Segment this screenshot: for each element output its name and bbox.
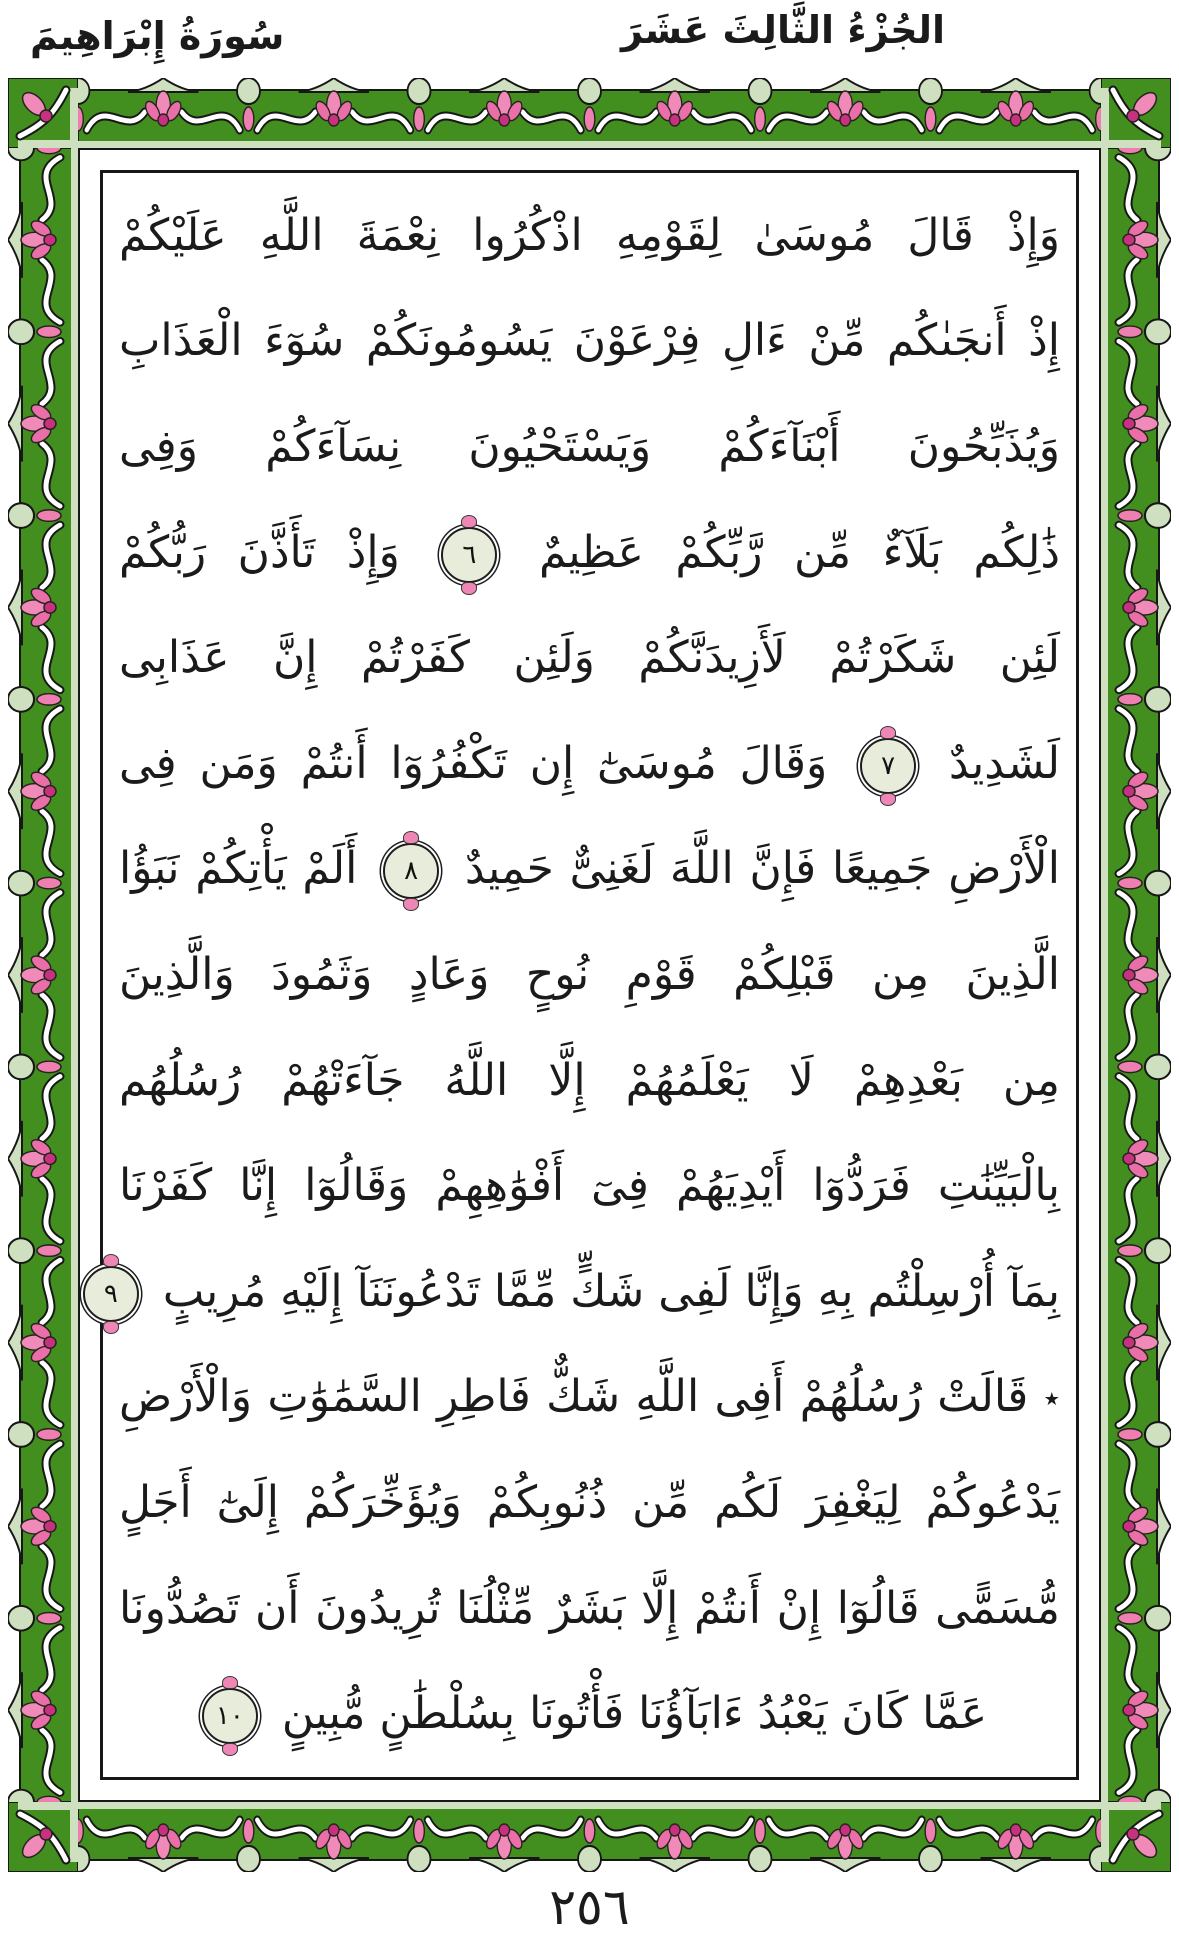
quran-line-5 <box>119 609 1060 707</box>
ornamental-border-bottom <box>78 1802 1101 1872</box>
quran-line-15 <box>119 1665 1060 1763</box>
quran-line-7 <box>119 820 1060 918</box>
verse-number: ٦ <box>462 539 477 570</box>
quran-line-9 <box>119 1032 1060 1130</box>
ayah-text: بِالْبَيِّنَٰتِ فَرَدُّوٓا أَيْدِيَهُمْ فِىٓ أَفْوَٰهِهِمْ وَقَالُوٓا إِنَّا كَفَرْنَا <box>119 1160 1060 1212</box>
quran-line-3 <box>119 398 1060 496</box>
verse-marker-7 <box>860 738 916 794</box>
rub-el-hizb-icon: ٭ <box>1043 1381 1060 1417</box>
quran-line-8 <box>119 926 1060 1024</box>
ayah-text: أَلَمْ يَأْتِكُمْ نَبَؤُا <box>119 843 358 895</box>
quran-line-12 <box>119 1348 1060 1446</box>
ayah-text: وَيُذَبِّحُونَ أَبْنَآءَكُمْ وَيَسْتَحْيُونَ نِسَآءَكُمْ وَفِى <box>119 420 1060 472</box>
ayah-text: الَّذِينَ مِن قَبْلِكُمْ قَوْمِ نُوحٍ وَعَادٍ وَثَمُودَ وَالَّذِينَ <box>119 948 1060 1000</box>
ayah-text: إِذْ أَنجَىٰكُم مِّنْ ءَالِ فِرْعَوْنَ يَسُومُونَكُمْ سُوٓءَ الْعَذَابِ <box>119 315 1060 367</box>
quran-line-13 <box>119 1454 1060 1552</box>
text-frame-outer <box>78 148 1101 1802</box>
border-corner-bottom-right <box>1101 1802 1171 1872</box>
border-corner-top-left <box>8 78 78 148</box>
ayah-text: وَإِذْ قَالَ مُوسَىٰ لِقَوْمِهِ اذْكُرُوا نِعْمَةَ اللَّهِ عَلَيْكُمْ <box>119 209 1060 261</box>
quran-line-14 <box>119 1560 1060 1658</box>
ayah-text: مُّسَمًّى قَالُوٓا إِنْ أَنتُمْ إِلَّا بَشَرٌ مِّثْلُنَا تُرِيدُونَ أَن تَصُدُّونَا <box>119 1582 1060 1634</box>
quran-line-10 <box>119 1137 1060 1235</box>
verse-marker-10 <box>202 1688 258 1744</box>
verse-marker-8 <box>383 843 439 899</box>
verse-marker-6 <box>441 527 497 583</box>
page-number: ٢٥٦ <box>549 1878 630 1936</box>
ornamental-border-top <box>78 78 1101 148</box>
verse-number: ٩ <box>103 1278 118 1309</box>
verse-number: ٧ <box>881 750 896 781</box>
quran-line-2 <box>119 292 1060 390</box>
ayah-text: وَقَالَ مُوسَىٰٓ إِن تَكْفُرُوٓا أَنتُمْ وَمَن فِى <box>119 737 828 789</box>
ayah-text: وَإِذْ تَأَذَّنَ رَبُّكُمْ <box>119 526 400 578</box>
ornamental-border-right <box>1101 148 1171 1802</box>
ayah-text: يَدْعُوكُمْ لِيَغْفِرَ لَكُم مِّن ذُنُوبِكُمْ وَيُؤَخِّرَكُمْ إِلَىٰٓ أَجَلٍ <box>119 1476 1060 1528</box>
verse-number: ١٠ <box>215 1701 244 1732</box>
border-corner-top-right <box>1101 78 1171 148</box>
ayah-text: بِمَآ أُرْسِلْتُم بِهِ وَإِنَّا لَفِى شَكٍّ مِّمَّا تَدْعُونَنَآ إِلَيْهِ مُرِيبٍ <box>162 1265 1060 1317</box>
ornamental-border-left <box>8 148 78 1802</box>
juz-header: الجُزْءُ الثَّالِثَ عَشَرَ <box>620 8 945 52</box>
quran-line-1 <box>119 187 1060 285</box>
ayah-text: الْأَرْضِ جَمِيعًا فَإِنَّ اللَّهَ لَغَنِىٌّ حَمِيدٌ <box>464 843 1060 895</box>
quran-line-4 <box>119 504 1060 602</box>
ayah-text: مِن بَعْدِهِمْ لَا يَعْلَمُهُمْ إِلَّا اللَّهُ جَآءَتْهُمْ رُسُلُهُم <box>119 1054 1060 1106</box>
ayah-text: قَالَتْ رُسُلُهُمْ أَفِى اللَّهِ شَكٌّ فَاطِرِ السَّمَٰوَٰتِ وَالْأَرْضِ <box>119 1371 1029 1423</box>
text-frame-inner <box>100 170 1079 1780</box>
ayah-text: لَئِن شَكَرْتُمْ لَأَزِيدَنَّكُمْ وَلَئِن كَفَرْتُمْ إِنَّ عَذَابِى <box>119 632 1060 684</box>
surah-header: سُورَةُ إِبْرَاهِيمَ <box>30 14 285 58</box>
border-corner-bottom-left <box>8 1802 78 1872</box>
ayah-text: لَشَدِيدٌ <box>948 737 1060 789</box>
ayah-text: عَمَّا كَانَ يَعْبُدُ ءَابَآؤُنَا فَأْتُونَا بِسُلْطَٰنٍ مُّبِينٍ <box>281 1688 988 1740</box>
quran-line-11 <box>103 1243 1060 1341</box>
verse-number: ٨ <box>404 856 419 887</box>
ayah-text: ذَٰلِكُم بَلَآءٌ مِّن رَّبِّكُمْ عَظِيمٌ <box>538 526 1060 578</box>
quran-line-6 <box>119 715 1060 813</box>
verse-marker-9 <box>83 1266 139 1322</box>
